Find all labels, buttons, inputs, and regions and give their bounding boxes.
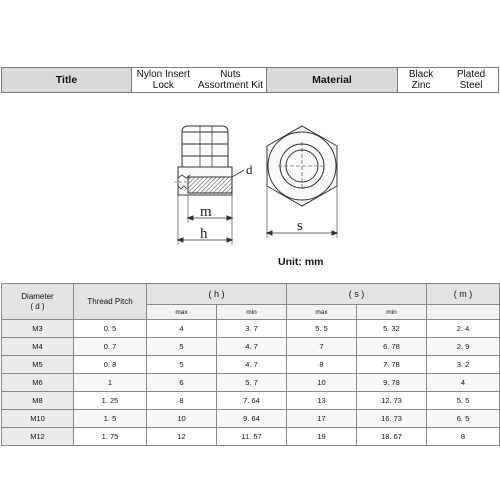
col-diameter-label: Diameter: [21, 291, 54, 301]
cell-pitch: 0. 8: [74, 356, 147, 374]
cell-s-min: 16. 73: [357, 410, 427, 428]
cell-s-max: 5. 5: [287, 320, 357, 338]
cell-m: 8: [427, 428, 500, 446]
col-h: ( h ): [147, 284, 287, 305]
cell-pitch: 1. 25: [74, 392, 147, 410]
table-row: [2, 428, 500, 446]
side-view: [174, 126, 244, 245]
spec-table: [1, 283, 500, 446]
title-value-line2: Nuts Assortment Kit: [197, 69, 263, 91]
table-row: [2, 338, 500, 356]
material-value: [398, 68, 498, 92]
label-d: d: [246, 162, 253, 177]
cell-h-min: 11. 57: [217, 428, 287, 446]
label-s: s: [297, 218, 303, 234]
col-s-max: max: [287, 305, 357, 320]
cell-m: 5. 5: [427, 392, 500, 410]
cell-h-min: 3. 7: [217, 320, 287, 338]
table-row: [2, 320, 500, 338]
cell-s-min: 7. 78: [357, 356, 427, 374]
cell-h-max: 6: [147, 374, 217, 392]
spec-header: [1, 67, 499, 93]
cell-h-max: 12: [147, 428, 217, 446]
cell-s-max: 13: [287, 392, 357, 410]
table-row: [2, 392, 500, 410]
material-value-line2: Plated Steel: [456, 69, 486, 91]
col-m: ( m ): [427, 284, 500, 305]
cell-diameter: M5: [2, 356, 74, 374]
cell-s-min: 5. 32: [357, 320, 427, 338]
cell-s-min: 6. 78: [357, 338, 427, 356]
col-s-min: min: [357, 305, 427, 320]
col-diameter: [2, 284, 74, 320]
cell-h-min: 9. 64: [217, 410, 287, 428]
cell-diameter: M3: [2, 320, 74, 338]
cell-pitch: 0. 7: [74, 338, 147, 356]
cell-pitch: 1: [74, 374, 147, 392]
title-value-line1: Nylon Insert Lock: [136, 69, 191, 91]
cell-pitch: 0. 5: [74, 320, 147, 338]
unit-label: Unit: mm: [278, 256, 324, 268]
cell-h-min: 5. 7: [217, 374, 287, 392]
table-row: [2, 356, 500, 374]
cell-h-min: 7. 64: [217, 392, 287, 410]
cell-pitch: 1. 5: [74, 410, 147, 428]
material-label: Material: [267, 68, 398, 92]
col-diameter-sub: ( d ): [30, 301, 45, 311]
col-pitch: Thread Pitch: [74, 284, 147, 320]
cell-s-min: 18. 67: [357, 428, 427, 446]
label-h: h: [200, 226, 208, 242]
cell-diameter: M8: [2, 392, 74, 410]
col-h-min: min: [217, 305, 287, 320]
cell-m: 3. 2: [427, 356, 500, 374]
cell-h-max: 4: [147, 320, 217, 338]
cell-h-max: 10: [147, 410, 217, 428]
label-m: m: [200, 204, 212, 220]
cell-s-max: 8: [287, 356, 357, 374]
cell-s-max: 17: [287, 410, 357, 428]
cell-m: 4: [427, 374, 500, 392]
cell-h-max: 5: [147, 338, 217, 356]
cell-s-max: 7: [287, 338, 357, 356]
title-value: [132, 68, 267, 92]
cell-s-max: 10: [287, 374, 357, 392]
col-m-sub: [427, 305, 500, 320]
nut-drawing: [160, 110, 350, 250]
cell-diameter: M10: [2, 410, 74, 428]
cell-s-min: 9. 78: [357, 374, 427, 392]
cell-m: 2. 4: [427, 320, 500, 338]
material-value-line1: Black Zinc: [408, 69, 434, 91]
col-h-max: max: [147, 305, 217, 320]
cell-diameter: M6: [2, 374, 74, 392]
cell-h-min: 4. 7: [217, 356, 287, 374]
col-s: ( s ): [287, 284, 427, 305]
cell-h-max: 5: [147, 356, 217, 374]
cell-diameter: M4: [2, 338, 74, 356]
title-label: Title: [2, 68, 132, 92]
cell-pitch: 1. 75: [74, 428, 147, 446]
cell-h-max: 8: [147, 392, 217, 410]
cell-diameter: M12: [2, 428, 74, 446]
table-row: [2, 410, 500, 428]
table-row: [2, 374, 500, 392]
cell-m: 2. 9: [427, 338, 500, 356]
cell-s-min: 12. 73: [357, 392, 427, 410]
cell-m: 6. 5: [427, 410, 500, 428]
cell-s-max: 19: [287, 428, 357, 446]
cell-h-min: 4. 7: [217, 338, 287, 356]
